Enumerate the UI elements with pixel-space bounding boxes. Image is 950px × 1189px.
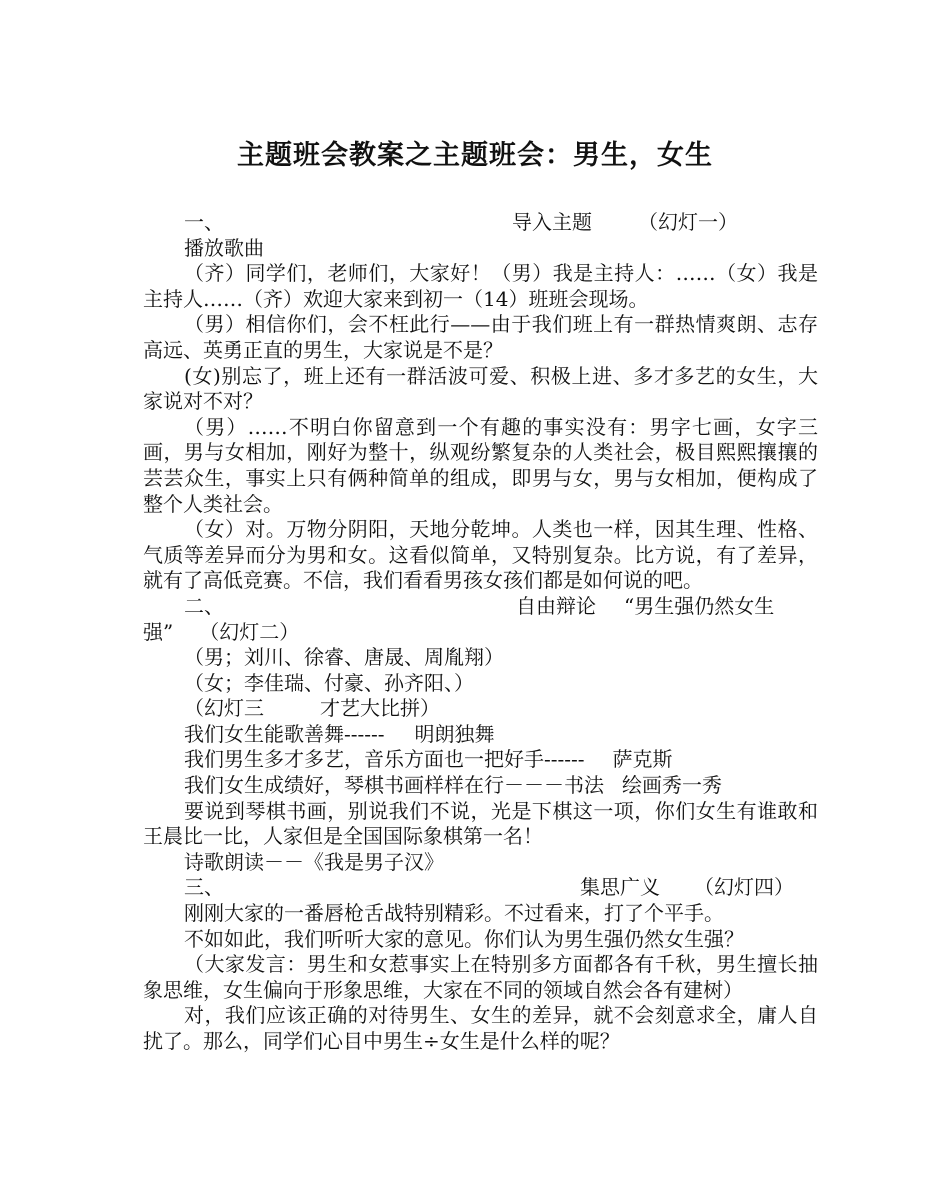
section-number: 一、 bbox=[184, 210, 224, 234]
slide-label: （幻灯四） bbox=[694, 875, 794, 900]
line-text: 我们女生能歌善舞------ bbox=[184, 721, 385, 746]
section-label: 导入主题 bbox=[512, 210, 592, 234]
performance-name: 明朗独舞 bbox=[414, 721, 495, 746]
section-label: 集思广义 bbox=[580, 875, 660, 900]
paragraph: 播放歌曲 bbox=[184, 235, 264, 260]
paragraph bbox=[143, 747, 818, 773]
paragraph: （男）相信你们，会不枉此行——由于我们班上有一群热情爽朗、志存高远、英勇正直的男生，大家说是不是？ bbox=[143, 312, 818, 362]
debate-topic: “男生强仍然女生 bbox=[624, 593, 775, 618]
slide-label: （幻灯三 bbox=[184, 696, 264, 721]
paragraph bbox=[143, 696, 818, 722]
paragraph: （女）对。万物分阴阳，天地分乾坤。人类也一样，因其生理、性格、气质等差异而分为男和女。这看似简单，又特别复杂。比方说，有了差异，就有了高低竞赛。不信，我们看看男孩女孩们都是如何说的吧。 bbox=[143, 517, 818, 593]
paragraph: （大家发言：男生和女惹事实上在特别多方面都各有千秋，男生擅长抽象思维，女生偏向于形象思维，大家在不同的领域自然会各有建树） bbox=[143, 952, 818, 1002]
paragraph: 要说到琴棋书画，别说我们不说，光是下棋这一项，你们女生有谁敢和王晨比一比，人家但是全国国际象棋第一名！ bbox=[143, 798, 818, 849]
section-number: 三、 bbox=[184, 875, 224, 900]
paragraph: 刚刚大家的一番唇枪舌战特别精彩。不过看来，打了个平手。 bbox=[184, 901, 724, 926]
paragraph: 诗歌朗读－－《我是男子汉》 bbox=[184, 849, 444, 874]
paragraph bbox=[143, 722, 818, 748]
paragraph: （女；李佳瑞、付豪、孙齐阳、） bbox=[184, 670, 474, 695]
paragraph: 不如如此，我们听听大家的意见。你们认为男生强仍然女生强？ bbox=[184, 926, 744, 951]
paragraph: （男）……不明白你留意到一个有趣的事实没有：男字七画，女字三画，男与女相加，刚好为整十，纵观纷繁复杂的人类社会，极目熙熙攘攘的芸芸众生，事实上只有俩种简单的组成，即男与女，男与女相加，便构成了整个人类社会。 bbox=[143, 414, 818, 516]
paragraph: 对，我们应该正确的对待男生、女生的差异，就不会刻意求全，庸人自扰了。那么，同学们心目中男生÷女生是什么样的呢？ bbox=[143, 1003, 818, 1053]
paragraph bbox=[143, 773, 818, 799]
section-heading-1 bbox=[143, 210, 818, 236]
paragraph: (女)别忘了，班上还有一群活波可爱、积极上进、多才多艺的女生，大家说对不对？ bbox=[143, 363, 818, 414]
paragraph: （齐）同学们，老师们，大家好！（男）我是主持人：……（女）我是主持人……（齐）欢迎大家来到初一（14）班班会现场。 bbox=[143, 261, 818, 311]
debate-topic-end: 强” bbox=[143, 619, 174, 644]
document-body bbox=[143, 210, 818, 1055]
section-number: 二、 bbox=[184, 593, 224, 618]
document-title: 主题班会教案之主题班会：男生，女生 bbox=[237, 140, 713, 171]
slide-label: （幻灯二） bbox=[199, 619, 300, 644]
slide-label: （幻灯一） bbox=[638, 210, 738, 234]
performance-name: 绘画秀一秀 bbox=[622, 773, 722, 798]
segment-title: 才艺大比拼） bbox=[320, 696, 440, 721]
line-text: 我们男生多才多艺，音乐方面也一把好手------ bbox=[184, 747, 585, 772]
paragraph: （男；刘川、徐睿、唐晟、周胤翔） bbox=[184, 645, 504, 670]
performance-name: 萨克斯 bbox=[612, 747, 673, 772]
section-label: 自由辩论 bbox=[516, 593, 596, 618]
line-text: 我们女生成绩好，琴棋书画样样在行－－－书法 bbox=[184, 773, 604, 798]
section-heading-2-cont bbox=[143, 620, 818, 646]
section-heading-2 bbox=[143, 594, 818, 620]
section-heading-3 bbox=[143, 875, 818, 901]
